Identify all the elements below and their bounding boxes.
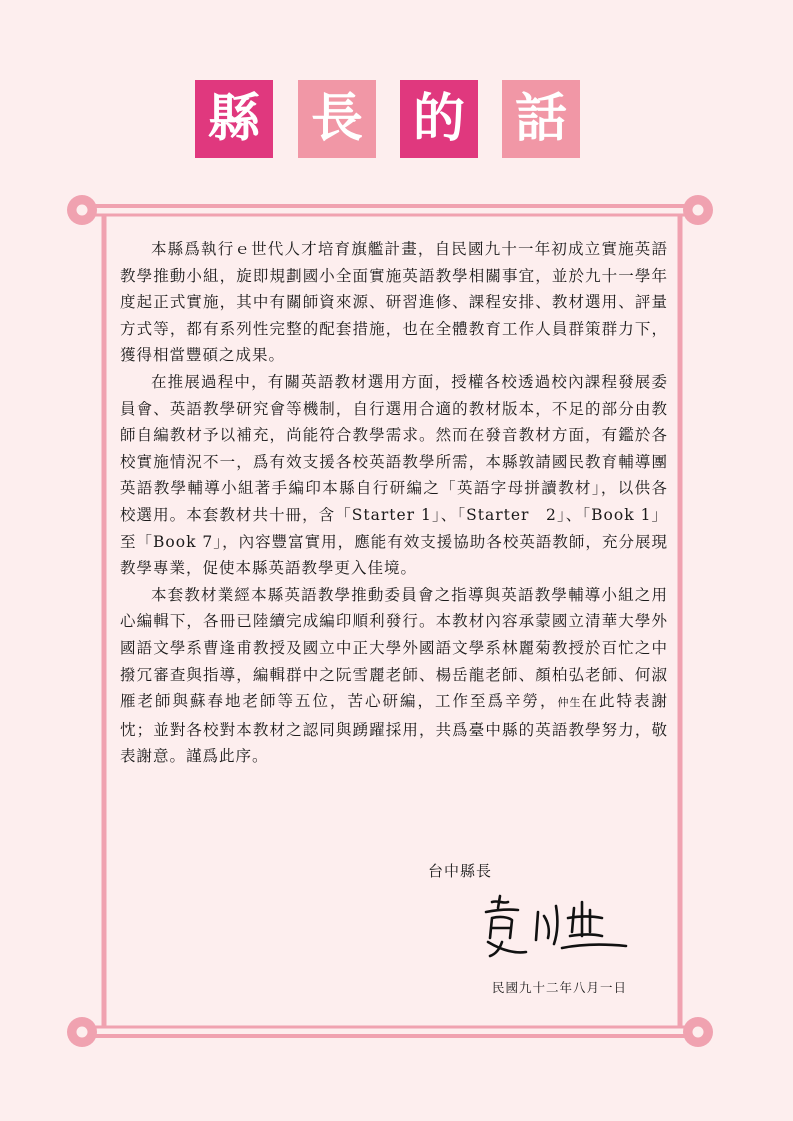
page-title xyxy=(195,80,585,158)
paragraph-3-part-b: 在此特表謝忱；並對各校對本教材之認同與踴躍採用，共爲臺中縣的英語教學努力，敬表謝意。謹爲此序。 xyxy=(120,692,668,766)
paragraph-3-name: 仲生 xyxy=(557,696,582,710)
letter-body xyxy=(120,236,668,770)
paragraph-1: 本縣爲執行ｅ世代人才培育旗艦計畫，自民國九十一年初成立實施英語教學推動小組，旋即規劃國小全面實施英語教學相關事宜，並於九十一學年度起正式實施，其中有關師資來源、研習進修、課程安排、教材選用、評量方式等，都有系列性完整的配套措施，也在全體教育工作人員群策群力下，獲得相當豐碩之成果。 xyxy=(120,240,668,365)
title-tile-4: 話 xyxy=(502,80,580,158)
title-tile-1: 縣 xyxy=(195,80,273,158)
signer-title: 台中縣長 xyxy=(428,862,493,880)
title-tile-3: 的 xyxy=(400,80,478,158)
paragraph-3 xyxy=(120,582,668,770)
letter-date: 民國九十二年八月一日 xyxy=(492,980,628,995)
title-tile-2: 長 xyxy=(298,80,376,158)
handwritten-signature xyxy=(478,892,638,964)
paragraph-2: 在推展過程中，有關英語教材選用方面，授權各校透過校內課程發展委員會、英語教學研究會等機制，自行選用合適的教材版本，不足的部分由教師自編教材予以補充，尚能符合教學需求。然而在發音教材方面，有鑑於各校實施情況不一，爲有效支援各校英語教學所需，本縣敦請國民教育輔導團英語教學輔導小組著手編印本縣自行研編之「英語字母拼讀教材」，以供各校選用。本套教材共十冊，含「Starter 1」、「Starter 2」、「Book 1」至「Book 7」，內容豐富實用，應能有效支援協助各校英語教師，充分展現教學專業，促使本縣英語教學更入佳境。 xyxy=(120,372,668,578)
paragraph-3-part-a: 本套教材業經本縣英語教學推動委員會之指導與英語教學輔導小組之用心編輯下，各冊已陸續完成編印順利發行。本教材內容承蒙國立清華大學外國語文學系曹逢甫教授及國立中正大學外國語文學系林麗菊教授於百忙之中撥冗審查與指導，編輯群中之阮雪麗老師、楊岳龍老師、顏柏弘老師、何淑雁老師與蘇春地老師等五位，苦心研編，工作至爲辛勞， xyxy=(120,585,668,711)
